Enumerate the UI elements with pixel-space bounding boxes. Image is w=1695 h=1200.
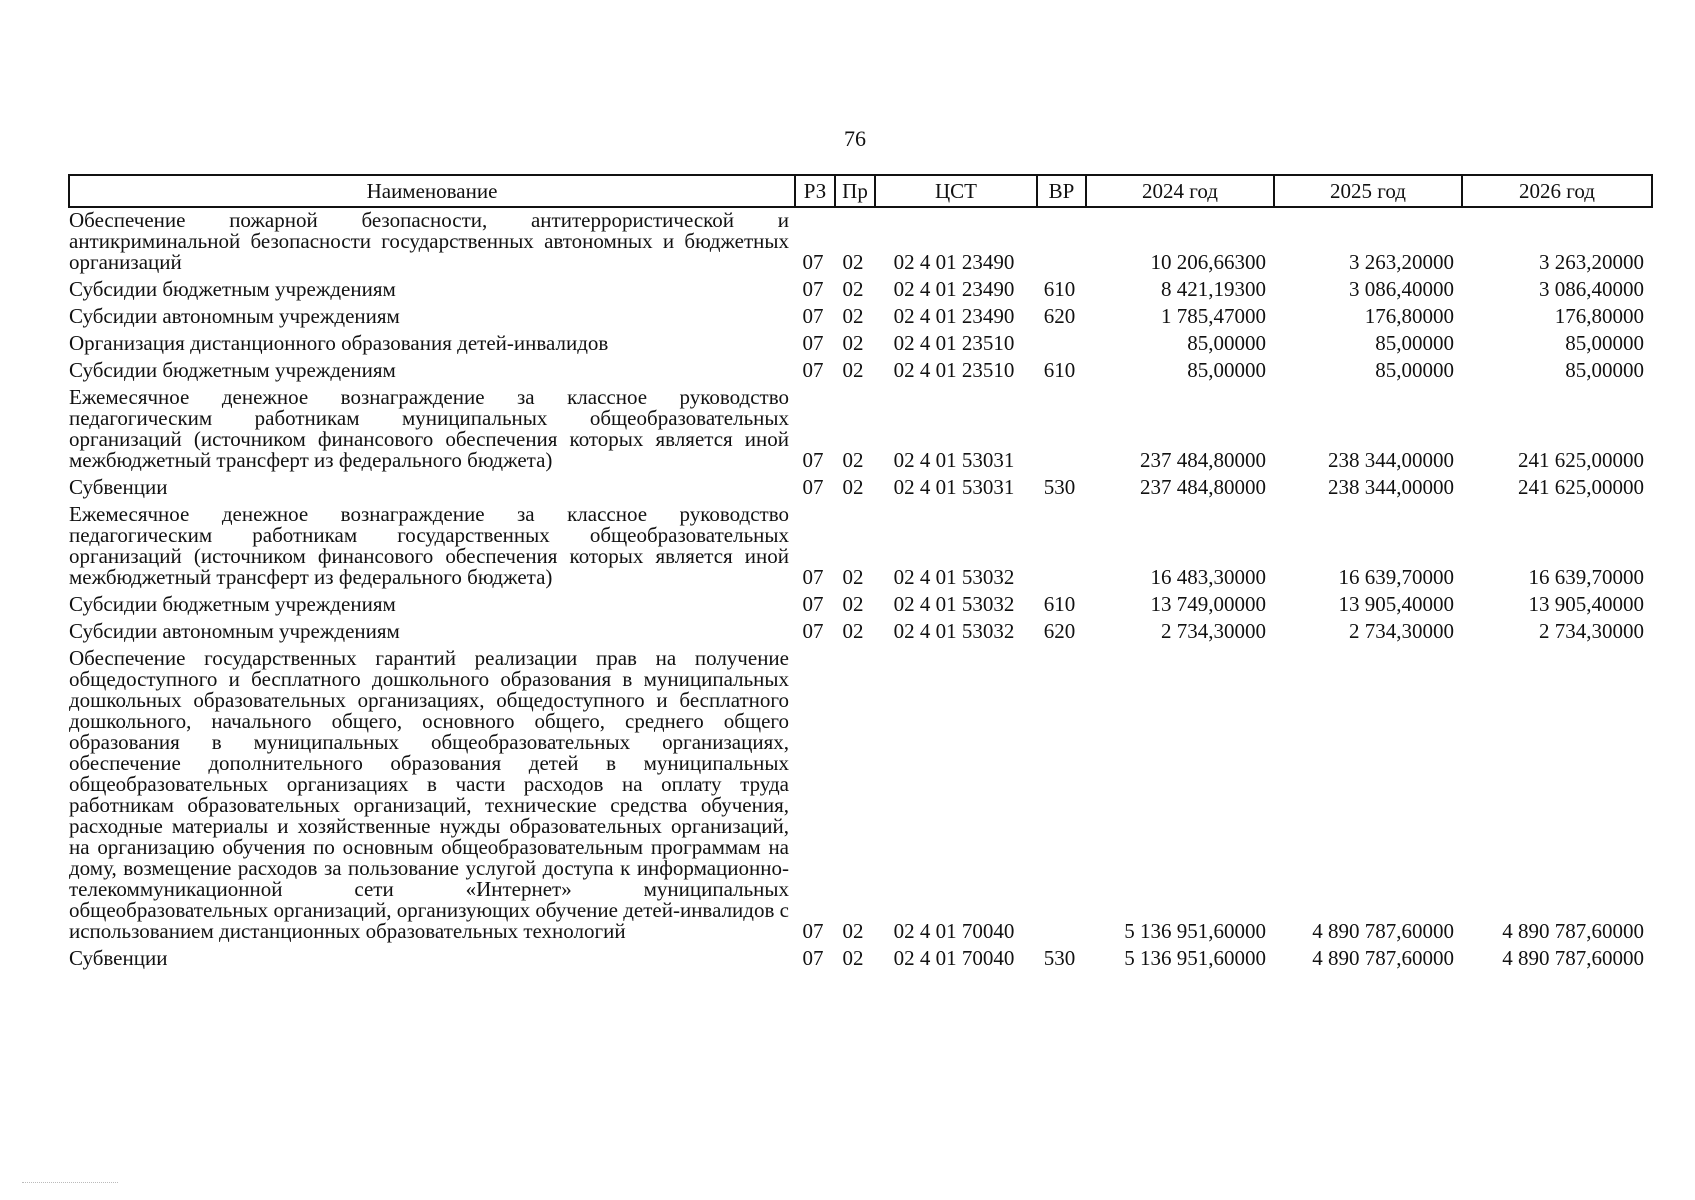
row-cst: 02 4 01 53032 [893,619,1015,643]
row-vr: 610 [1043,592,1076,616]
row-rz: 07 [802,250,824,274]
row-2026: 176,80000 [1554,304,1644,328]
row-cst: 02 4 01 53032 [893,592,1015,616]
budget-table [68,174,1653,973]
row-vr: 610 [1043,358,1076,382]
row-2025: 4 890 787,60000 [1312,919,1454,943]
row-rz: 07 [802,565,824,589]
row-name: Обеспечение государственных гарантий реализации прав на получение общедоступного и бесплатного дошкольного образования в муниципальных дошкольных образовательных организациях, общедоступного и бесплатного дошкольного, начального общего, основного общего, среднего общего образования в муниципальных общеобразовательных организациях, обеспечение дополнительного образования детей в муниципальных общеобразовательных организациях в части расходов на оплату труда работникам образовательных организаций, технические средства обучения, расходные материалы и хозяйственные нужды образовательных организаций, на организацию обучения по основным общеобразовательным программам на дому, возмещение расходов за пользование услугой доступа к информационно-телекоммуникационной сети «Интернет» муниципальных общеобразовательных организаций, организующих обучение детей-инвалидов с использованием дистанционных образовательных технологий [69,646,789,943]
row-pr: 02 [842,592,864,616]
row-pr: 02 [842,304,864,328]
row-rz: 07 [802,331,824,355]
row-2026: 241 625,00000 [1518,475,1644,499]
table-row [69,207,1652,277]
row-2025: 238 344,00000 [1328,448,1454,472]
row-cst: 02 4 01 23490 [893,277,1015,301]
row-cst: 02 4 01 53031 [893,475,1015,499]
row-name: Ежемесячное денежное вознаграждение за классное руководство педагогическим работникам государственных общеобразовательных организаций (источником финансового обеспечения которых является иной межбюджетный трансферт из федерального бюджета) [69,502,789,589]
header-pr: Пр [835,175,875,207]
row-name: Ежемесячное денежное вознаграждение за классное руководство педагогическим работникам муниципальных общеобразовательных организаций (источником финансового обеспечения которых является иной межбюджетный трансферт из федерального бюджета) [69,385,789,472]
row-name: Субвенции [69,946,168,970]
row-2025: 85,00000 [1375,358,1454,382]
row-2024: 85,00000 [1187,358,1266,382]
row-2025: 2 734,30000 [1349,619,1454,643]
header-cst: ЦСТ [875,175,1037,207]
row-pr: 02 [842,331,864,355]
row-name: Обеспечение пожарной безопасности, антитеррористической и антикриминальной безопасности государственных автономных и бюджетных организаций [69,208,789,274]
table-row [69,946,1652,973]
row-2024: 8 421,19300 [1161,277,1266,301]
row-rz: 07 [802,946,824,970]
row-name: Субвенции [69,475,168,499]
row-pr: 02 [842,448,864,472]
table-row [69,592,1652,619]
row-2026: 4 890 787,60000 [1502,946,1644,970]
row-2026: 241 625,00000 [1518,448,1644,472]
row-2024: 13 749,00000 [1150,592,1266,616]
header-name: Наименование [69,175,795,207]
row-2025: 238 344,00000 [1328,475,1454,499]
row-vr: 530 [1043,475,1076,499]
row-rz: 07 [802,619,824,643]
row-vr [1037,385,1086,475]
row-2025: 3 263,20000 [1349,250,1454,274]
row-pr: 02 [842,358,864,382]
row-cst: 02 4 01 23490 [893,250,1015,274]
row-vr: 620 [1043,619,1076,643]
row-vr [1037,207,1086,277]
row-2026: 4 890 787,60000 [1502,919,1644,943]
header-2024: 2024 год [1086,175,1274,207]
row-cst: 02 4 01 23510 [893,358,1015,382]
row-2024: 5 136 951,60000 [1124,946,1266,970]
header-vr: ВР [1037,175,1086,207]
row-rz: 07 [802,358,824,382]
row-2024: 1 785,47000 [1161,304,1266,328]
table-row [69,502,1652,592]
row-2025: 3 086,40000 [1349,277,1454,301]
row-vr: 620 [1043,304,1076,328]
row-2024: 5 136 951,60000 [1124,919,1266,943]
row-pr: 02 [842,565,864,589]
table-row [69,358,1652,385]
row-rz: 07 [802,277,824,301]
row-cst: 02 4 01 70040 [893,946,1015,970]
row-2025: 176,80000 [1364,304,1454,328]
row-2026: 13 905,40000 [1528,592,1644,616]
row-cst: 02 4 01 23510 [893,331,1015,355]
table-row [69,619,1652,646]
row-2024: 10 206,66300 [1150,250,1266,274]
header-2026: 2026 год [1462,175,1652,207]
row-2026: 3 263,20000 [1539,250,1644,274]
row-2026: 85,00000 [1565,358,1644,382]
row-vr [1037,502,1086,592]
row-2024: 16 483,30000 [1150,565,1266,589]
row-pr: 02 [842,919,864,943]
row-cst: 02 4 01 70040 [893,919,1015,943]
row-pr: 02 [842,250,864,274]
row-2025: 16 639,70000 [1338,565,1454,589]
row-cst: 02 4 01 53032 [893,565,1015,589]
row-2025: 13 905,40000 [1338,592,1454,616]
row-name: Субсидии бюджетным учреждениям [69,592,396,616]
row-rz: 07 [802,475,824,499]
row-name: Субсидии бюджетным учреждениям [69,277,396,301]
row-rz: 07 [802,919,824,943]
row-name: Субсидии автономным учреждениям [69,619,400,643]
row-2026: 2 734,30000 [1539,619,1644,643]
row-vr [1037,646,1086,946]
row-cst: 02 4 01 23490 [893,304,1015,328]
row-rz: 07 [802,304,824,328]
row-vr: 610 [1043,277,1076,301]
row-vr [1037,331,1086,358]
header-rz: РЗ [795,175,835,207]
row-cst: 02 4 01 53031 [893,448,1015,472]
row-2024: 237 484,80000 [1140,475,1266,499]
row-name: Субсидии бюджетным учреждениям [69,358,396,382]
row-pr: 02 [842,619,864,643]
row-name: Организация дистанционного образования детей-инвалидов [69,331,609,355]
row-rz: 07 [802,592,824,616]
row-2025: 4 890 787,60000 [1312,946,1454,970]
table-header-row [69,175,1652,207]
table-row [69,304,1652,331]
table-row [69,331,1652,358]
row-rz: 07 [802,448,824,472]
page-number: 76 [844,126,866,151]
row-2026: 3 086,40000 [1539,277,1644,301]
row-pr: 02 [842,475,864,499]
row-vr: 530 [1043,946,1076,970]
row-2024: 2 734,30000 [1161,619,1266,643]
table-row [69,385,1652,475]
row-2026: 85,00000 [1565,331,1644,355]
row-2025: 85,00000 [1375,331,1454,355]
row-2024: 237 484,80000 [1140,448,1266,472]
scan-edge-mark [22,1182,118,1184]
row-name: Субсидии автономным учреждениям [69,304,400,328]
table-row [69,475,1652,502]
table-row [69,646,1652,946]
row-pr: 02 [842,946,864,970]
row-2026: 16 639,70000 [1528,565,1644,589]
row-pr: 02 [842,277,864,301]
row-2024: 85,00000 [1187,331,1266,355]
table-row [69,277,1652,304]
header-2025: 2025 год [1274,175,1462,207]
